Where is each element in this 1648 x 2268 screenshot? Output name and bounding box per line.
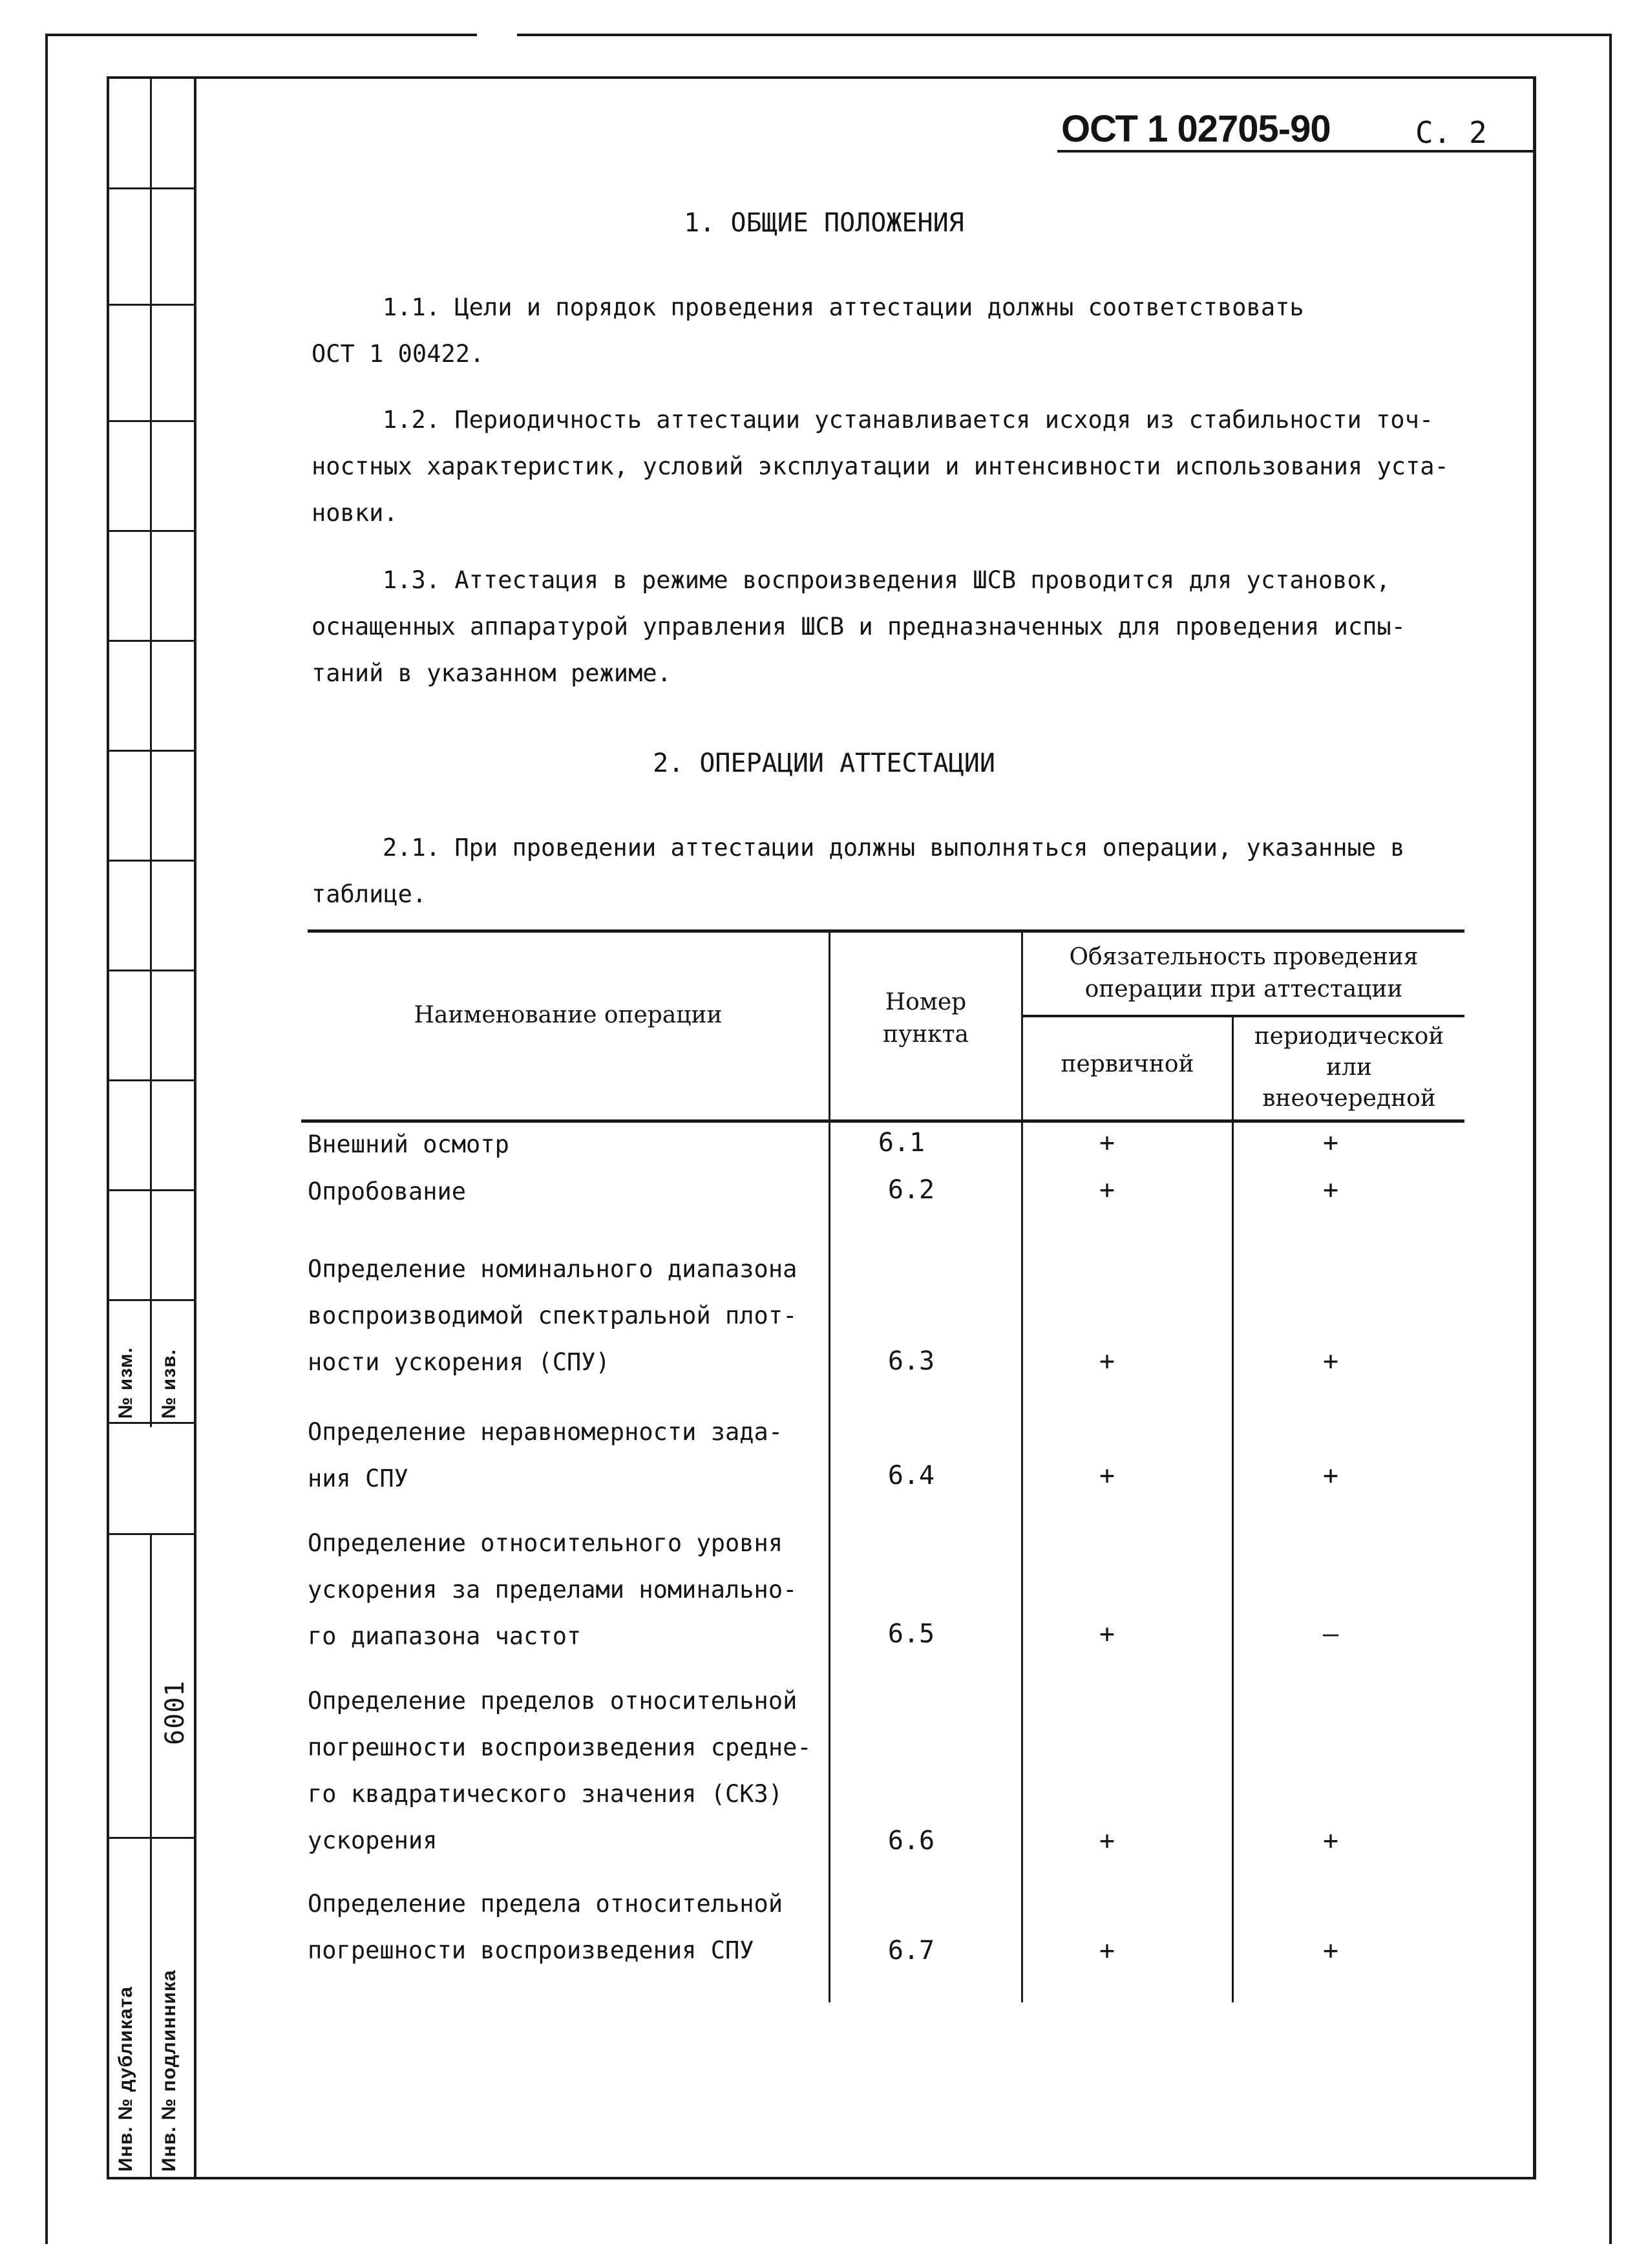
periodic-mark: +	[1322, 1826, 1339, 1856]
operation-name: го диапазона частот	[308, 1622, 582, 1650]
paragraph-1-1	[312, 284, 1475, 377]
operation-name: воспроизводимой спектральной плот-	[308, 1302, 798, 1330]
primary-mark: +	[1099, 1175, 1115, 1205]
column-header-item	[830, 986, 1021, 1051]
p1-3-line3: таний в указанном режиме.	[312, 659, 671, 687]
stamp-duplicate-label: Инв. № дубликата	[115, 1986, 136, 2172]
column-header-primary: первичной	[1061, 1051, 1194, 1077]
operation-name: ния СПУ	[308, 1465, 408, 1492]
stamp-changes-label: № изм.	[115, 1347, 136, 1419]
item-number: 6.4	[887, 1461, 935, 1490]
stamp-notice-label: № изв.	[158, 1349, 180, 1419]
column-header-requirement-line1: Обязательность проведения	[1069, 944, 1419, 970]
operation-name: погрешности воспроизведения СПУ	[308, 1936, 754, 1964]
periodic-mark: –	[1322, 1619, 1339, 1649]
operation-name: ности ускорения (СПУ)	[308, 1348, 610, 1376]
column-header-operation: Наименование операции	[414, 1002, 723, 1028]
paragraph-1-2	[312, 397, 1475, 536]
column-header-requirement	[1023, 941, 1464, 1006]
item-number: 6.7	[887, 1936, 935, 1966]
operation-name: погрешности воспроизведения средне-	[308, 1733, 812, 1761]
item-number: 6.6	[887, 1826, 935, 1856]
operation-name: Определение относительного уровня	[308, 1529, 783, 1557]
operation-name: Опробование	[308, 1178, 467, 1205]
column-header-periodic-line2: или	[1326, 1054, 1372, 1081]
p1-1-line2: ОСТ 1 00422.	[312, 340, 485, 368]
primary-mark: +	[1099, 1128, 1115, 1158]
paragraph-2-1	[312, 825, 1475, 918]
stamp-original-number: 6001	[160, 1680, 190, 1745]
primary-mark: +	[1099, 1826, 1115, 1856]
operation-name: Определение пределов относительной	[308, 1687, 798, 1715]
item-number: 6.1	[878, 1128, 925, 1158]
operation-name: Определение номинального диапазона	[308, 1255, 798, 1283]
periodic-mark: +	[1322, 1346, 1339, 1376]
section-1-title: 1. ОБЩИЕ ПОЛОЖЕНИЯ	[684, 208, 964, 238]
periodic-mark: +	[1322, 1461, 1339, 1490]
primary-mark: +	[1099, 1461, 1115, 1490]
paragraph-1-3	[312, 557, 1475, 697]
stamp-original-label: Инв. № подлинника	[158, 1969, 180, 2172]
operation-name: Определение неравномерности зада-	[308, 1418, 783, 1446]
header-underline	[1057, 150, 1536, 153]
primary-mark: +	[1099, 1346, 1115, 1376]
primary-mark: +	[1099, 1619, 1115, 1649]
p1-2-line2: ностных характеристик, условий эксплуатации и интенсивности использования уста-	[312, 452, 1449, 480]
column-header-periodic-line3: внеочередной	[1262, 1085, 1436, 1112]
p1-3-line2: оснащенных аппаратурой управления ШСВ и предназначенных для проведения испы-	[312, 613, 1406, 641]
p1-2-line3: новки.	[312, 499, 398, 527]
document-code: ОСТ 1 02705-90	[1061, 108, 1331, 150]
page-number: С. 2	[1415, 115, 1487, 150]
operation-name: ускорения за пределами номинально-	[308, 1576, 798, 1604]
item-number: 6.5	[887, 1619, 935, 1649]
operation-name: Внешний осмотр	[308, 1130, 509, 1158]
item-number: 6.2	[887, 1175, 935, 1205]
p1-1-line1: 1.1. Цели и порядок проведения аттестации должны соответствовать	[383, 293, 1304, 321]
periodic-mark: +	[1322, 1936, 1339, 1966]
primary-mark: +	[1099, 1936, 1115, 1966]
column-header-item-line1: Номер	[885, 989, 967, 1015]
column-header-requirement-line2: операции при аттестации	[1084, 976, 1403, 1002]
item-number: 6.3	[887, 1346, 935, 1376]
column-header-periodic	[1234, 1021, 1464, 1114]
periodic-mark: +	[1322, 1175, 1339, 1205]
p1-3-line1: 1.3. Аттестация в режиме воспроизведения ШСВ проводится для установок,	[383, 566, 1391, 594]
operation-name: Определение предела относительной	[308, 1890, 783, 1918]
operation-name: го квадратического значения (СКЗ)	[308, 1780, 783, 1808]
section-2-title: 2. ОПЕРАЦИИ АТТЕСТАЦИИ	[653, 748, 995, 778]
column-header-item-line2: пункта	[882, 1021, 969, 1048]
column-header-periodic-line1: периодической	[1254, 1023, 1444, 1050]
p2-1-line1: 2.1. При проведении аттестации должны выполняться операции, указанные в	[383, 834, 1405, 862]
operation-name: ускорения	[308, 1827, 438, 1854]
periodic-mark: +	[1322, 1128, 1339, 1158]
p1-2-line1: 1.2. Периодичность аттестации устанавливается исходя из стабильности точ-	[383, 406, 1434, 434]
p2-1-line2: таблице.	[312, 880, 427, 908]
